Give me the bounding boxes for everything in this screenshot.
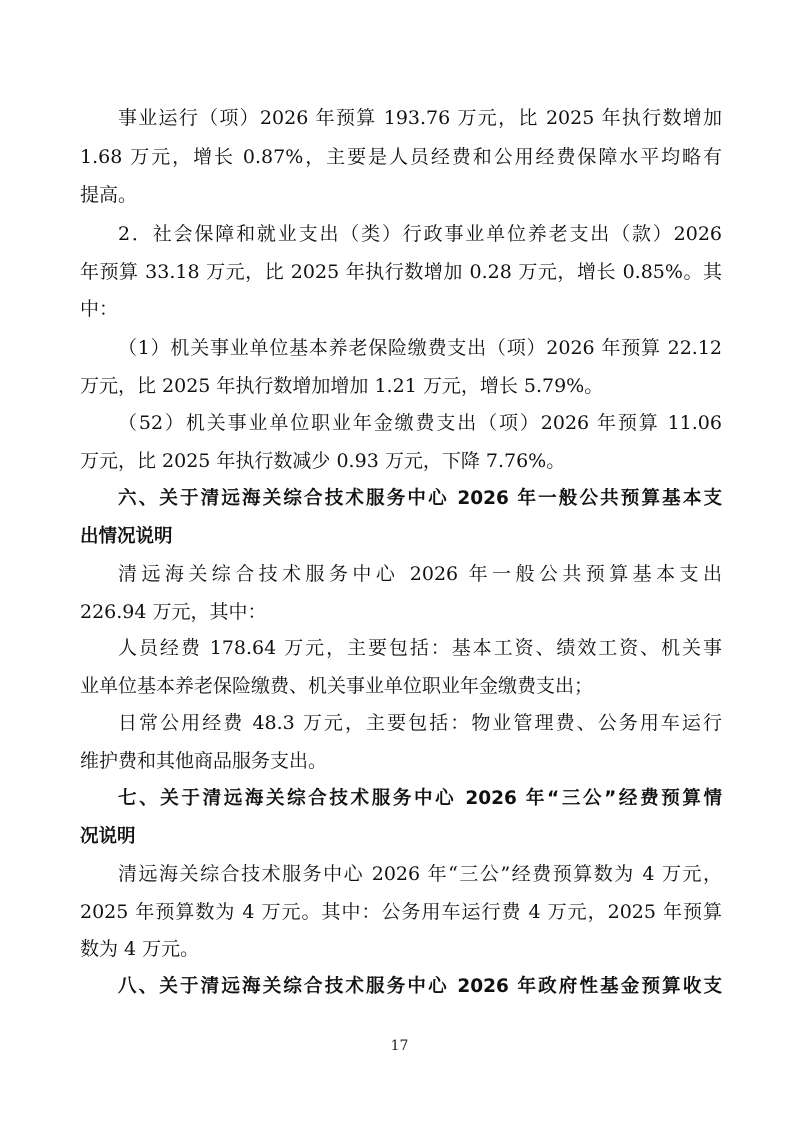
paragraph-5-line-2: 226.94 万元，其中：: [80, 601, 267, 623]
paragraph-8-line-2: 2025 年预算数为 4 万元。其中：公务用车运行费 4 万元，2025 年预算: [80, 901, 722, 923]
page-number: 17: [390, 1038, 409, 1054]
paragraph-2-line-2: 年预算 33.18 万元，比 2025 年执行数增加 0.28 万元，增长 0.85%。其: [80, 261, 722, 283]
paragraph-1-line-2: 1.68 万元，增长 0.87%，主要是人员经费和公用经费保障水平均略有: [80, 146, 722, 168]
paragraph-1-line-1: 事业运行（项）2026 年预算 193.76 万元，比 2025 年执行数增加: [118, 107, 722, 129]
section-heading-7-line-1: 七、关于清远海关综合技术服务中心 2026 年“三公”经费预算情: [118, 788, 722, 809]
paragraph-3-line-1: （1）机关事业单位基本养老保险缴费支出（项）2026 年预算 22.12: [118, 337, 722, 359]
section-heading-6-line-2: 出情况说明: [80, 526, 173, 547]
paragraph-3-line-2: 万元，比 2025 年执行数增加增加 1.21 万元，增长 5.79%。: [80, 375, 604, 397]
paragraph-1-line-3: 提高。: [80, 184, 138, 206]
section-heading-7-line-2: 况说明: [80, 826, 136, 847]
paragraph-4-line-2: 万元，比 2025 年执行数减少 0.93 万元，下降 7.76%。: [80, 450, 566, 472]
paragraph-5-line-1: 清远海关综合技术服务中心 2026 年一般公共预算基本支出: [118, 563, 722, 585]
paragraph-6-line-2: 业单位基本养老保险缴费、机关事业单位职业年金缴费支出；: [80, 675, 594, 697]
paragraph-7-line-1: 日常公用经费 48.3 万元，主要包括：物业管理费、公务用车运行: [118, 712, 722, 734]
paragraph-8-line-3: 数为 4 万元。: [80, 938, 200, 960]
paragraph-6-line-1: 人员经费 178.64 万元，主要包括：基本工资、绩效工资、机关事: [118, 637, 722, 659]
paragraph-7-line-2: 维护费和其他商品服务支出。: [80, 750, 328, 772]
paragraph-8-line-1: 清远海关综合技术服务中心 2026 年“三公”经费预算数为 4 万元，: [118, 863, 722, 885]
section-heading-8-line-1: 八、关于清远海关综合技术服务中心 2026 年政府性基金预算收支: [118, 976, 722, 997]
paragraph-4-line-1: （52）机关事业单位职业年金缴费支出（项）2026 年预算 11.06: [118, 412, 722, 434]
section-heading-6-line-1: 六、关于清远海关综合技术服务中心 2026 年一般公共预算基本支: [118, 488, 722, 509]
paragraph-2-line-3: 中：: [80, 298, 119, 320]
paragraph-2-line-1: 2．社会保障和就业支出（类）行政事业单位养老支出（款）2026: [118, 223, 722, 245]
